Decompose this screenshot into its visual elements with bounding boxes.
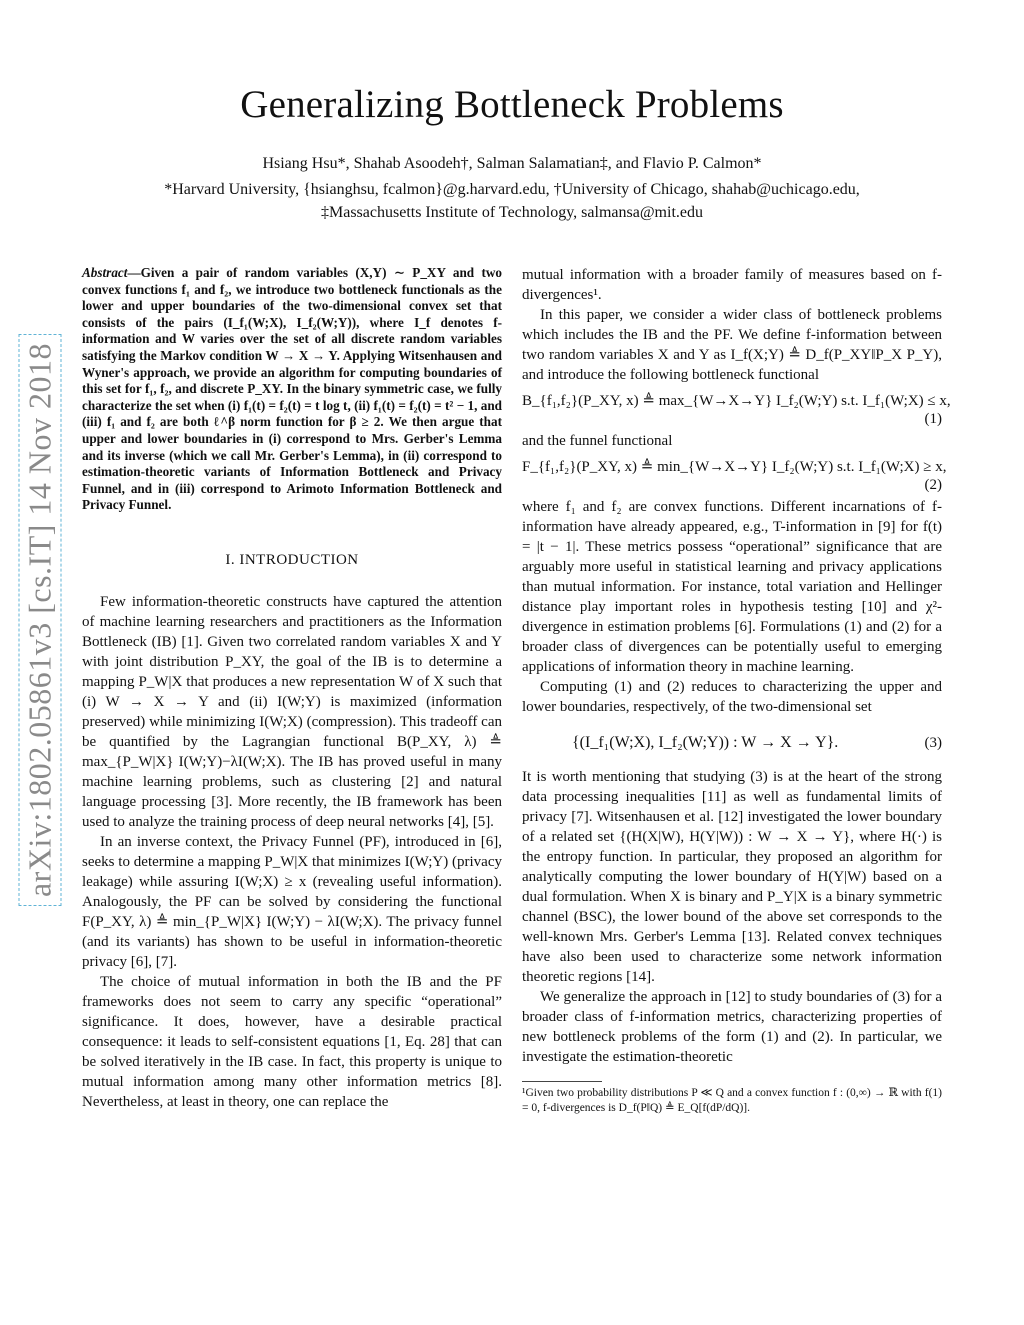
- paragraph: Few information-theoretic constructs have captured the attention of machine learning researchers and practitioners as the Information Bottleneck (IB) [1]. Given two correlated random variables X and Y with joint distribution P_XY, the goal of the IB is to determine a mapping P_W|X that produces a new representation W of X such that (i) W → X → Y and (ii) I(W;Y) is maximized (information preserved) while minimizing I(W;X) (compression). This tradeoff can be quantified by the Lagrangian functional B(P_XY, λ) ≜ max_{P_W|X} I(W;Y)−λI(W;X). The IB has proved useful in many machine learning problems, such as clustering [2] and natural language processing [3]. More recently, the IB framework has been used to analyze the training process of deep neural networks [4], [5].: [82, 593, 502, 830]
- footnote: ¹Given two probability distributions P ≪ Q and a convex function f : (0,∞) → ℝ with f(1) = 0, f-divergences is D_f(P‖Q) ≜ E_Q[f(dP/dQ)].: [522, 1087, 942, 1114]
- left-column: [82, 265, 502, 1112]
- paragraph: We generalize the approach in [12] to study boundaries of (3) for a broader class of f-information metrics, characterizing properties of new bottleneck problems of the form (1) and (2). In particular, we investigate the estimation-theoretic: [522, 989, 942, 1065]
- abstract-text: —Given a pair of random variables (X,Y) ∼ P_XY and two convex functions f₁ and f₂, we introduce two bottleneck functionals as the lower and upper boundaries of the two-dimensional convex set that consists of the pairs (I_f₁(W;X), I_f₂(W;Y)), where I_f denotes f-information and W varies over the set of all discrete random variables satisfying the Markov condition W → X → Y. Applying Witsenhausen and Wyner's approach, we provide an algorithm for computing boundaries of this set for f₁, f₂, and discrete P_XY. In the binary symmetric case, we fully characterize the set when (i) f₁(t) = f₂(t) = t log t, (ii) f₁(t) = f₂(t) = t² − 1, and (iii) f₁ and f₂ are both ℓ^β norm function for β ≥ 2. We then argue that upper and lower boundaries in (i) correspond to Mrs. Gerber's Lemma and its inverse (which we call Mr. Gerber's Lemma), in (ii) correspond to estimation-theoretic variants of Information Bottleneck and Privacy Funnel, and in (iii) correspond to Arimoto Information Bottleneck and Privacy Funnel.: [82, 265, 502, 513]
- abstract-label: Abstract: [82, 265, 128, 280]
- paragraph: where f₁ and f₂ are convex functions. Different incarnations of f-information have already appeared, e.g., T-information in [9] for f(t) = |t − 1|. These metrics possess “operational” significance that are arguably more useful in statistical learning and privacy applications than mutual information. For instance, total variation and Hellinger distance play important roles in hypothesis testing [10] and χ²-divergence in estimation problems [6]. Formulations (1) and (2) for a broader class of divergences can be potentially useful to emerging applications of information theory in machine learning.: [522, 499, 942, 675]
- equation-body: B_{f₁,f₂}(P_XY, x) ≜ max_{W→X→Y} I_f₂(W;Y) s.t. I_f₁(W;X) ≤ x,: [522, 393, 951, 409]
- equation-number[interactable]: (3): [924, 735, 942, 751]
- paragraph: The choice of mutual information in both the IB and the PF frameworks does not seem to carry any specific “operational” significance. It does, however, have a desirable practical consequence: it leads to self-consistent equations [1, Eq. 28] that can be solved iteratively in the IB case. In fact, this property is unique to mutual information among many other information metrics [8]. Nevertheless, at least in theory, one can replace the: [82, 973, 502, 1110]
- paragraph: In an inverse context, the Privacy Funnel (PF), introduced in [6], seeks to determine a mapping P_W|X that minimizes I(W;Y) (privacy leakage) while assuring I(W;X) ≥ x (revealing useful information). Analogously, the PF can be solved by considering the functional F(P_XY, λ) ≜ min_{P_W|X} I(W;Y) − λI(W;X). The privacy funnel (and its variants) has shown to be useful in information-theoretic privacy [6], [7].: [82, 833, 502, 970]
- equation-body: {(I_f₁(W;X), I_f₂(W;Y)) : W → X → Y}.: [572, 734, 839, 751]
- affiliation-line-1: *Harvard University, {hsianghsu, fcalmon}@g.harvard.edu, †University of Chicago, shahab@uchicago.edu,: [164, 181, 860, 198]
- paragraph: It is worth mentioning that studying (3) is at the heart of the strong data processing inequalities [11] as well as fundamental limits of privacy [7]. Witsenhausen et al. [12] investigated the lower boundary of a related set {(H(X|W), H(Y|W)) : W → X → Y}, where H(·) is the entropy function. In particular, they proposed an algorithm for analytically computing the lower boundary of H(Y|W) based on a dual formulation. When X is binary and P_Y|X is a binary symmetric channel (BSC), the lower bound of the above set corresponds to the well-known Mrs. Gerber's Lemma [13]. Related convex techniques have also been used to characterize some network information theoretic regions [14].: [522, 769, 942, 985]
- paragraph: In this paper, we consider a wider class of bottleneck problems which includes the IB and the PF. We define f-information between two random variables X and Y as I_f(X;Y) ≜ D_f(P_XY‖P_X P_Y), and introduce the following bottleneck functional: [522, 307, 942, 383]
- equation-number[interactable]: (1): [924, 411, 942, 427]
- right-column: [522, 265, 951, 1116]
- paragraph: and the funnel functional: [522, 433, 673, 449]
- abstract: [82, 265, 502, 514]
- paragraph: mutual information with a broader family of measures based on f-divergences¹.: [522, 267, 942, 303]
- paper-title: Generalizing Bottleneck Problems: [240, 83, 784, 126]
- arxiv-stamp[interactable]: [20, 325, 60, 915]
- affiliations: [0, 178, 1024, 224]
- equation-body: F_{f₁,f₂}(P_XY, x) ≜ min_{W→X→Y} I_f₂(W;Y) s.t. I_f₁(W;X) ≥ x,: [522, 459, 947, 475]
- paragraph: Computing (1) and (2) reduces to characterizing the upper and lower boundaries, respectively, of the two-dimensional set: [522, 679, 942, 715]
- equation-2: [522, 451, 947, 497]
- equation-1: [522, 385, 951, 431]
- equation-3: [522, 725, 942, 759]
- author-list: Hsiang Hsu*, Shahab Asoodeh†, Salman Salamatian‡, and Flavio P. Calmon*: [262, 155, 762, 172]
- affiliation-line-2: ‡Massachusetts Institute of Technology, salmansa@mit.edu: [321, 204, 703, 221]
- footnote-rule: [522, 1081, 602, 1082]
- section-heading: I. INTRODUCTION: [225, 551, 359, 568]
- equation-number[interactable]: (2): [924, 477, 942, 493]
- arxiv-id[interactable]: arXiv:1802.05861v3 [cs.IT] 14 Nov 2018: [19, 334, 62, 906]
